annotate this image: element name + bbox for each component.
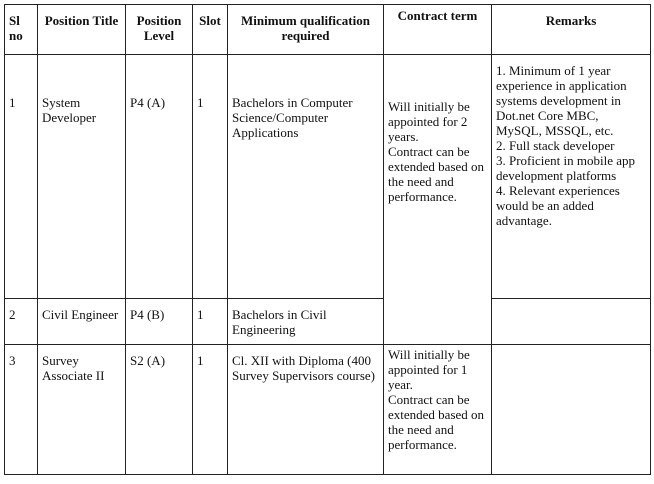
header-contract-term: Contract term xyxy=(384,5,492,55)
contract-term-line: Contract can be extended based on the need and performance. xyxy=(388,144,485,204)
cell-remarks xyxy=(492,55,651,299)
cell-remarks-empty xyxy=(492,299,651,345)
header-position-level: Position Level xyxy=(126,5,193,55)
cell-position-title: Survey Associate II xyxy=(38,345,126,475)
cell-slot: 1 xyxy=(193,345,228,475)
header-sl-no: Sl no xyxy=(5,5,38,55)
cell-contract-term xyxy=(384,55,492,345)
table-header-row xyxy=(5,5,651,55)
cell-sl-no: 3 xyxy=(5,345,38,475)
header-min-qualification: Minimum qualification required xyxy=(228,5,384,55)
table-row xyxy=(5,345,651,475)
cell-position-level: P4 (B) xyxy=(126,299,193,345)
cell-remarks-empty xyxy=(492,345,651,475)
remark-item: 1. Minimum of 1 year experience in application systems development in Dot.net Core MBC, MySQL, MSSQL, etc. xyxy=(496,63,627,138)
page xyxy=(4,4,651,475)
cell-min-qualification: Bachelors in Civil Engineering xyxy=(228,299,384,345)
header-position-title: Position Title xyxy=(38,5,126,55)
cell-position-level: S2 (A) xyxy=(126,345,193,475)
cell-slot: 1 xyxy=(193,299,228,345)
cell-position-title: Civil Engineer xyxy=(38,299,126,345)
table-row xyxy=(5,55,651,299)
contract-term-line: Will initially be appointed for 1 year. xyxy=(388,347,470,392)
contract-term-line: Will initially be appointed for 2 years. xyxy=(388,99,470,144)
cell-position-title: System Developer xyxy=(38,55,126,299)
cell-sl-no: 1 xyxy=(5,55,38,299)
cell-contract-term xyxy=(384,345,492,475)
cell-min-qualification: Bachelors in Computer Science/Computer Applications xyxy=(228,55,384,299)
cell-sl-no: 2 xyxy=(5,299,38,345)
cell-position-level: P4 (A) xyxy=(126,55,193,299)
contract-term-line: Contract can be extended based on the need and performance. xyxy=(388,392,485,452)
header-remarks: Remarks xyxy=(492,5,651,55)
cell-min-qualification: Cl. XII with Diploma (400 Survey Supervisors course) xyxy=(228,345,384,475)
remark-item: 4. Relevant experiences would be an added advantage. xyxy=(496,183,620,228)
table-row xyxy=(5,299,651,345)
positions-table xyxy=(4,4,651,475)
remark-item: 3. Proficient in mobile app development platforms xyxy=(496,153,636,183)
header-slot: Slot xyxy=(193,5,228,55)
cell-slot: 1 xyxy=(193,55,228,299)
remark-item: 2. Full stack developer xyxy=(496,138,615,153)
